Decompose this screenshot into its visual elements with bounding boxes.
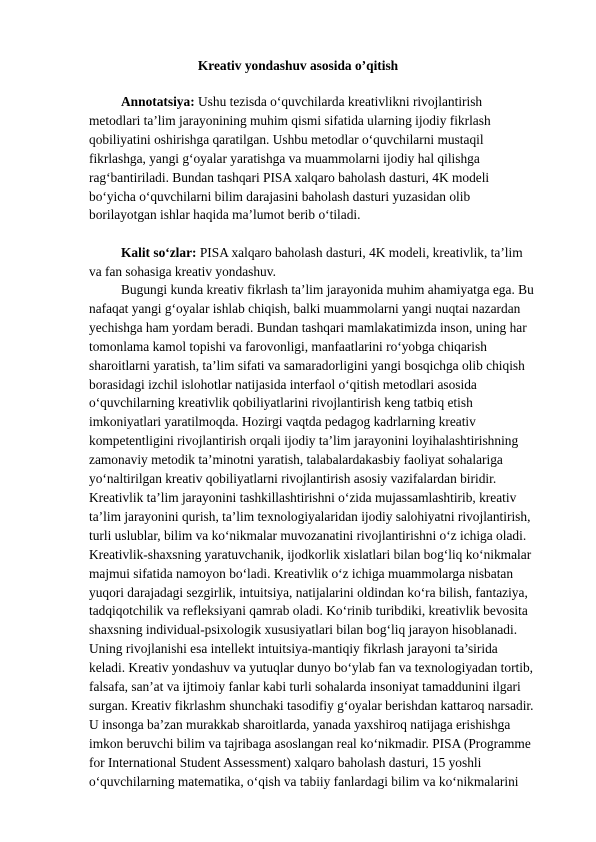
body-paragraph <box>89 281 541 791</box>
body-line: turli uslublar, bilim va ko‘nikmalar muvozanatini rivojlantirishni o‘z ichiga oladi. <box>89 527 527 543</box>
abstract-text: Ushu tezisda o‘quvchilarda kreativlikni rivojlantirish <box>198 94 483 109</box>
body-line: falsafa, san’at va ijtimoiy fanlar kabi turli sohalarda insoniyat tamaddunini ilgari <box>89 679 521 695</box>
body-line: o‘quvchilarning matematika, o‘qish va tabiiy fanlardagi bilim va ko‘nikmalarini <box>89 773 519 789</box>
body-line: yuqori darajadagi sezgirlik, intuitsiya, natijalarini oldindan ko‘ra bilish, fantaziya, <box>89 584 528 600</box>
body-line: o‘quvchilarning kreativlik qobiliyatlarini rivojlantirish keng tatbiq etish <box>89 395 473 411</box>
body-line: zamonaviy metodik ta’minotni yaratish, talabalardakasbiy faoliyat sohalariga <box>89 452 503 468</box>
keywords-line: va fan sohasiga kreativ yondashuv. <box>89 263 276 279</box>
body-line: yechishga ham yordam beradi. Bundan tashqari mamlakatimizda inson, uning har <box>89 319 527 335</box>
body-line: surgan. Kreativ fikrlashm shunchaki tasodifiy g‘oyalar berishdan kattaroq narsadir. <box>89 697 534 713</box>
paper-title: Kreativ yondashuv asosida o’qitish <box>197 58 399 73</box>
keywords-text: PISA xalqaro baholash dasturi, 4K modeli, kreativlik, ta’lim <box>199 245 523 260</box>
body-line: imkon beruvchi bilim va tajribaga asoslangan real ko‘nikmadir. PISA (Programme <box>89 735 531 751</box>
body-line: Kreativlik ta’lim jarayonini tashkillashtirishni o‘zida mujassamlashtirib, kreativ <box>89 489 517 505</box>
body-line: sharoitlarni yaratish, ta’lim sifati va samaradorligini yangi bosqichga olib chiqish <box>89 357 525 373</box>
keywords-line <box>89 244 541 263</box>
body-line: for International Student Assessment) xalqaro baholash dasturi, 15 yoshli <box>89 754 482 770</box>
abstract-line: fikrlashga, yangi g‘oyalar yaratishga va muammolarni ijodiy hal qilishga <box>89 150 480 166</box>
abstract-line: rag‘bantiriladi. Bundan tashqari PISA xalqaro baholash dasturi, 4K modeli <box>89 169 490 185</box>
keywords-label: Kalit so‘zlar: <box>121 245 197 260</box>
body-line: tadqiqotchilik va refleksiyani qamrab oladi. Ko‘rinib turibdiki, kreativlik bevosita <box>89 603 528 619</box>
abstract-section <box>89 93 541 225</box>
abstract-line: borilayotgan ishlar haqida ma’lumot berib o‘tiladi. <box>89 207 361 223</box>
body-line: imkoniyatlari yaratilmoqda. Hozirgi vaqtda pedagog kadrlarning kreativ <box>89 414 476 430</box>
body-line: keladi. Kreativ yondashuv va yutuqlar dunyo bo‘ylab fan va texnologiyadan tortib, <box>89 660 534 676</box>
body-line: borasidagi izchil islohotlar natijasida interfaol o‘qitish metodlari asosida <box>89 376 477 392</box>
abstract-line: qobiliyatini oshirishga qaratilgan. Ushbu metodlar o‘quvchilarni mustaqil <box>89 131 484 147</box>
body-line: Uning rivojlanishi esa intellekt intuitsiya-mantiqiy fikrlash jarayoni ta’sirida <box>89 641 498 657</box>
body-line: yo‘naltirilgan kreativ qobiliyatlarni rivojlantirish asosiy vazifalardan biridir. <box>89 471 497 487</box>
body-line: majmui sifatida namoyon bo‘ladi. Kreativlik o‘z ichiga muammolarga nisbatan <box>89 565 514 581</box>
body-line: nafaqat yangi g‘oyalar ishlab chiqish, balki muammolarni yangi nuqtai nazardan <box>89 300 521 316</box>
keywords-section <box>89 244 541 282</box>
body-line: U insonga ba’zan murakkab sharoitlarda, yanada yaxshiroq natijaga erishishga <box>89 716 511 732</box>
body-line: tomonlama kamol topishi va farovonligi, manfaatlarini ro‘yobga chiqarish <box>89 338 487 354</box>
abstract-line: bo‘yicha o‘quvchilarni bilim darajasini baholash dasturi yuzasidan olib <box>89 188 471 204</box>
body-line: ta’lim jarayonini qurish, ta’lim texnologiyalaridan ijodiy salohiyatni rivojlantirish, <box>89 508 531 524</box>
abstract-line: metodlari ta’lim jarayonining muhim qismi sifatida ularning ijodiy fikrlash <box>89 112 491 128</box>
body-line: kompetentligini rivojlantirish orqali ijodiy ta’lim jarayonini loyihalashtirishning <box>89 433 519 449</box>
body-line: Kreativlik-shaxsning yaratuvchanik, ijodkorlik xislatlari bilan bog‘liq ko‘nikmalar <box>89 546 532 562</box>
abstract-label: Annotatsiya: <box>121 94 195 109</box>
abstract-line <box>89 93 541 112</box>
body-line: Bugungi kunda kreativ fikrlash ta’lim jarayonida muhim ahamiyatga ega. Bu <box>121 282 534 297</box>
body-line: shaxsning individual-psixologik xususiyatlari bilan bog‘liq jarayon hisoblanadi. <box>89 622 518 638</box>
